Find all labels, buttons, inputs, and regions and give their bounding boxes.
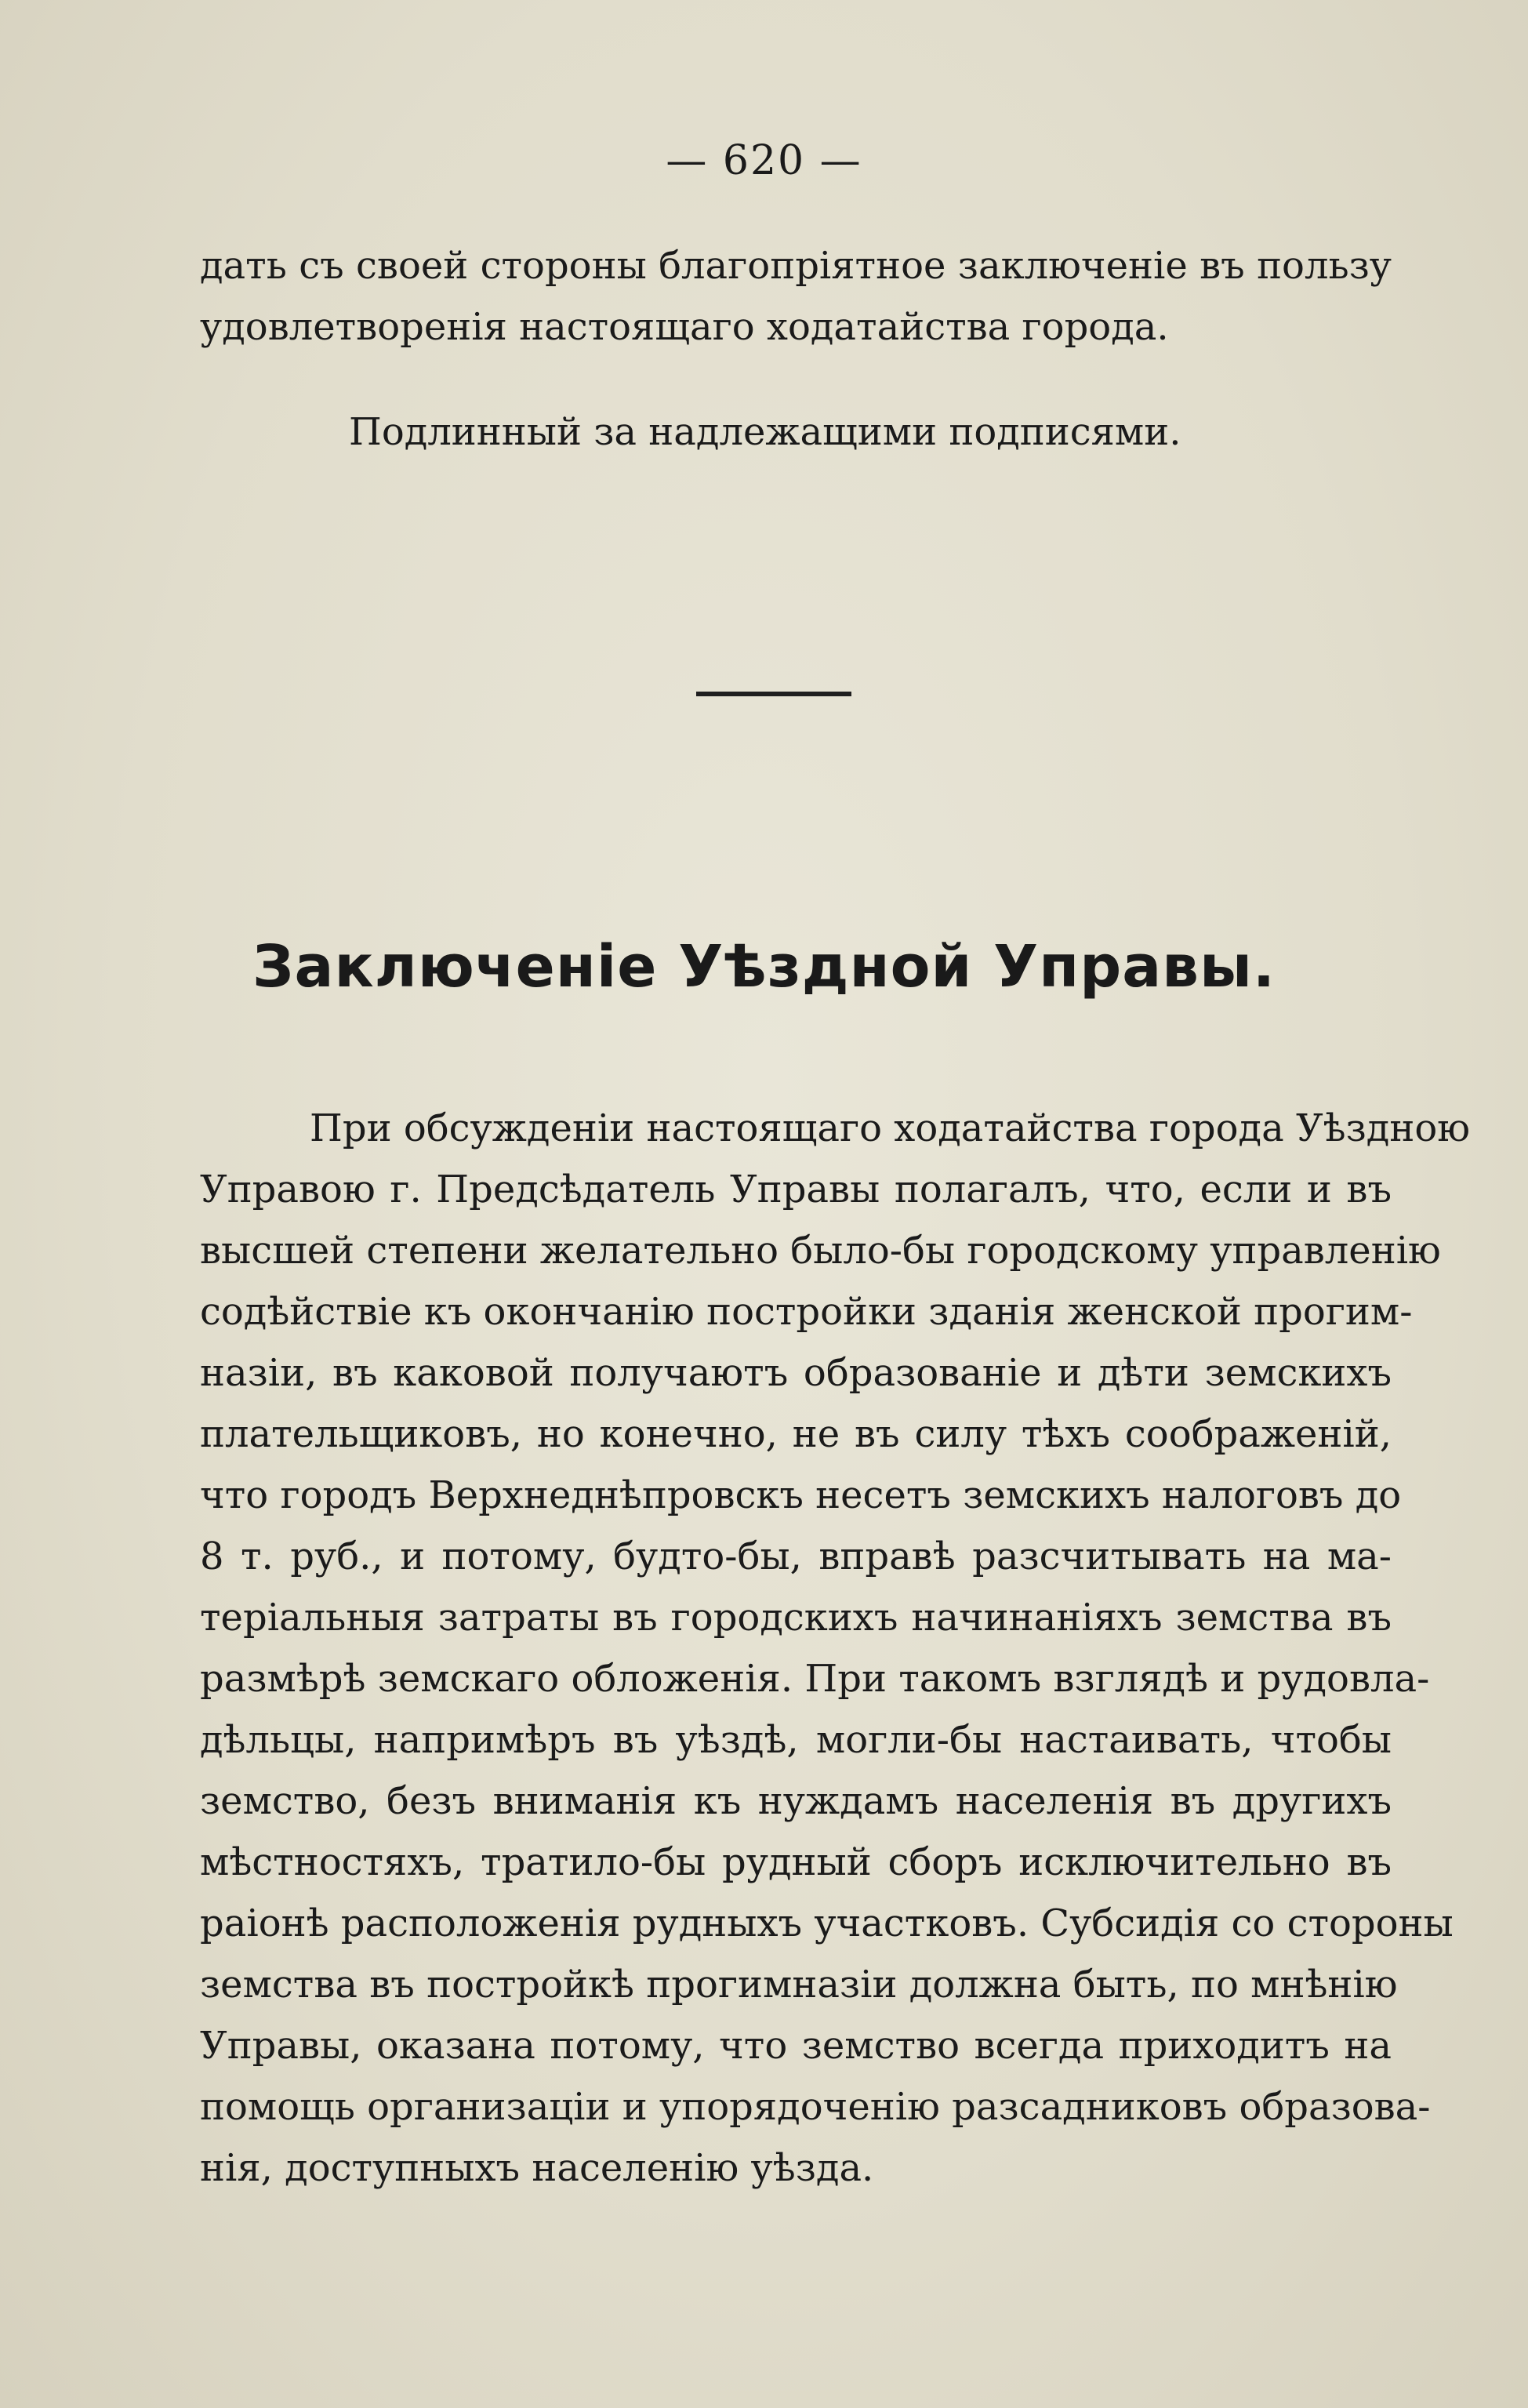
text-line: размѣрѣ земскаго обложенія. При такомъ взглядѣ и рудовла- — [200, 1657, 1430, 1701]
text-line: содѣйствіе къ окончанію постройки зданія женской прогим- — [200, 1290, 1413, 1334]
text-line: дать съ своей стороны благопріятное заключеніе въ пользу — [200, 244, 1392, 288]
text-line: земства въ постройкѣ прогимназіи должна быть, по мнѣнію — [200, 1963, 1398, 2007]
text-line: земство, безъ вниманія къ нуждамъ населенія въ другихъ — [200, 1779, 1392, 1823]
text-line: Управы, оказана потому, что земство всегда приходитъ на — [200, 2024, 1392, 2068]
text-line: назіи, въ каковой получаютъ образованіе и дѣти земскихъ — [200, 1351, 1392, 1395]
text-line: высшей степени желательно было-бы городскому управленію — [200, 1229, 1441, 1273]
text-line: Управою г. Предсѣдатель Управы полагалъ, что, если и въ — [200, 1168, 1392, 1211]
text-line: раіонѣ расположенія рудныхъ участковъ. Субсидія со стороны — [200, 1901, 1454, 1945]
text-line: удовлетворенія настоящаго ходатайства города. — [200, 305, 1169, 349]
text-line: При обсужденіи настоящаго ходатайства города Уѣздною — [310, 1106, 1471, 1150]
text-line: помощь организаціи и упорядоченію разсадниковъ образова- — [200, 2085, 1431, 2129]
text-line: теріальныя затраты въ городскихъ начинаніяхъ земства въ — [200, 1596, 1392, 1640]
text-line: дѣльцы, напримѣръ въ уѣздѣ, могли-бы настаивать, чтобы — [200, 1718, 1392, 1762]
signature-note: Подлинный за надлежащими подписями. — [349, 410, 1181, 454]
section-heading: Заключеніе Уѣздной Управы. — [252, 933, 1276, 1001]
text-line: нія, доступныхъ населенію уѣзда. — [200, 2146, 874, 2190]
section-divider — [696, 692, 851, 696]
text-line: что городъ Верхнеднѣпровскъ несетъ земскихъ налоговъ до — [200, 1473, 1402, 1517]
body-paragraph — [200, 1098, 1471, 2199]
intro-paragraph — [200, 235, 1392, 358]
text-line: 8 т. руб., и потому, будто-бы, вправѣ разсчитывать на ма- — [200, 1535, 1392, 1578]
text-line: мѣстностяхъ, тратило-бы рудный сборъ исключительно въ — [200, 1840, 1392, 1884]
page-number: — 620 — — [666, 137, 862, 184]
text-line: плательщиковъ, но конечно, не въ силу тѣхъ соображеній, — [200, 1412, 1392, 1456]
